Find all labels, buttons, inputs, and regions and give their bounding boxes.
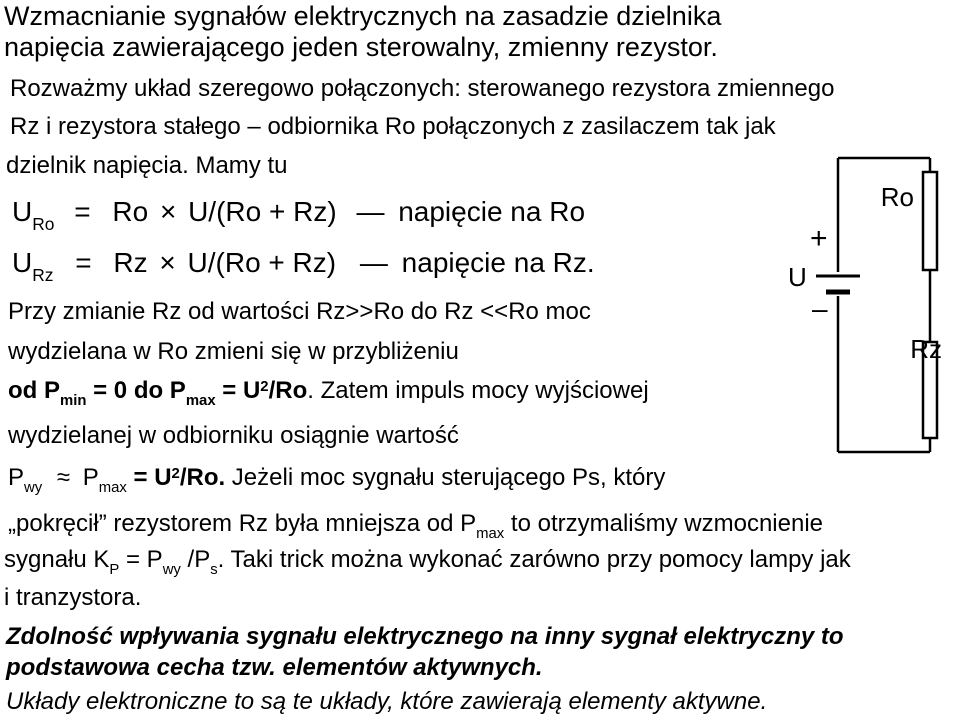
change-line-3: [8, 377, 649, 410]
change-line-2: wydzielana w Ro zmieni się w przybliżeniu: [8, 338, 459, 365]
od-p: od P: [8, 377, 60, 404]
approx-symbol: ≈: [56, 464, 71, 491]
eq-zero-do-p: = 0 do P: [86, 377, 186, 404]
amp-line2-b: = P: [119, 546, 163, 573]
change-line-1: Przy zmianie Rz od wartości Rz>>Ro do Rz <<Ro moc: [8, 298, 591, 325]
pwy-rest: Jeżeli moc sygnału sterującego Ps, który: [225, 464, 666, 491]
eq2-right: U/(Ro + Rz): [187, 247, 337, 278]
amp-wy-sub: wy: [162, 562, 181, 579]
conclusion-line-1: Zdolność wpływania sygnału elektrycznego na inny sygnał elektryczny to: [6, 623, 844, 650]
ro-label: Ro: [880, 182, 914, 212]
title-line-1: Wzmacnianie sygnałów elektrycznych na zasadzie dzielnika: [4, 1, 722, 31]
eq2-equals: =: [75, 247, 92, 278]
eq2-u: U: [12, 247, 33, 278]
p-min-sub: min: [60, 393, 87, 410]
eq1-left: Ro: [112, 196, 149, 227]
minus-sign: –: [812, 293, 828, 324]
plus-sign: +: [810, 222, 828, 255]
conclusion-line-3: Układy elektroniczne to są te układy, które zawierają elementy aktywne.: [6, 688, 768, 715]
equation-rz: [12, 247, 595, 285]
intro-line-2: Rz i rezystora stałego – odbiornika Ro połączonych z zasilaczem tak jak: [10, 113, 776, 140]
eq1-dash: —: [356, 196, 385, 227]
eq1-u: U: [12, 196, 33, 227]
amp-line1-a: „pokręcił” rezystorem Rz była mniejsza od P: [8, 510, 477, 537]
eq2-dash: —: [359, 247, 388, 278]
intro-line-1: Rozważmy układ szeregowo połączonych: sterowanego rezystora zmiennego: [10, 75, 835, 102]
amp-line2-a: sygnału K: [4, 546, 110, 573]
change-rest: . Zatem impuls mocy wyjściowej: [307, 377, 649, 404]
u-squared: 2: [260, 379, 269, 396]
title-line-2: napięcia zawierającego jeden sterowalny, zmienny rezystor.: [4, 32, 718, 62]
kp-sub: P: [109, 562, 120, 579]
eq2-left: Rz: [113, 247, 148, 278]
pwy-pmax: P: [82, 464, 99, 491]
pwy-squared: 2: [171, 466, 180, 483]
eq1-equals: =: [74, 196, 91, 227]
amp-max-sub: max: [476, 526, 505, 543]
pwy-wy-sub: wy: [24, 480, 43, 497]
eq2-desc: napięcie na Rz.: [401, 247, 595, 278]
rz-label: Rz: [910, 334, 942, 364]
u-label: U: [788, 262, 807, 292]
amp-line-1: [8, 510, 823, 543]
amp-line2-d: . Taki trick można wykonać zarówno przy pomocy lampy jak: [217, 546, 851, 573]
eq1-right: U/(Ro + Rz): [188, 196, 337, 227]
change-line-4: wydzielanej w odbiorniku osiągnie wartość: [8, 422, 459, 449]
ps-sub: s: [210, 562, 218, 579]
eq2-sub: Rz: [32, 264, 54, 285]
amp-line-3: i tranzystora.: [4, 584, 142, 611]
pwy-line: [8, 464, 666, 497]
pwy-p: P: [8, 464, 25, 491]
eq2-times: ×: [159, 247, 176, 278]
amp-line2-c: /P: [180, 546, 211, 573]
conclusion-line-2: podstawowa cecha tzw. elementów aktywnych.: [6, 654, 543, 681]
amp-line1-b: to otrzymaliśmy wzmocnienie: [504, 510, 823, 537]
div-ro: /Ro: [268, 377, 308, 404]
intro-line-3: dzielnik napięcia. Mamy tu: [6, 152, 288, 179]
amp-line-2: [4, 546, 851, 579]
eq1-desc: napięcie na Ro: [398, 196, 586, 227]
pwy-div-ro: /Ro.: [179, 464, 226, 491]
p-max-sub: max: [185, 393, 216, 410]
equation-ro: [12, 196, 586, 234]
eq1-sub: Ro: [32, 213, 55, 234]
eq1-times: ×: [159, 196, 177, 227]
circuit-diagram: [780, 150, 960, 470]
pwy-eq-u: = U: [126, 464, 172, 491]
resistor-ro: [923, 172, 937, 270]
eq-u: = U: [215, 377, 261, 404]
pwy-max-sub: max: [98, 480, 127, 497]
